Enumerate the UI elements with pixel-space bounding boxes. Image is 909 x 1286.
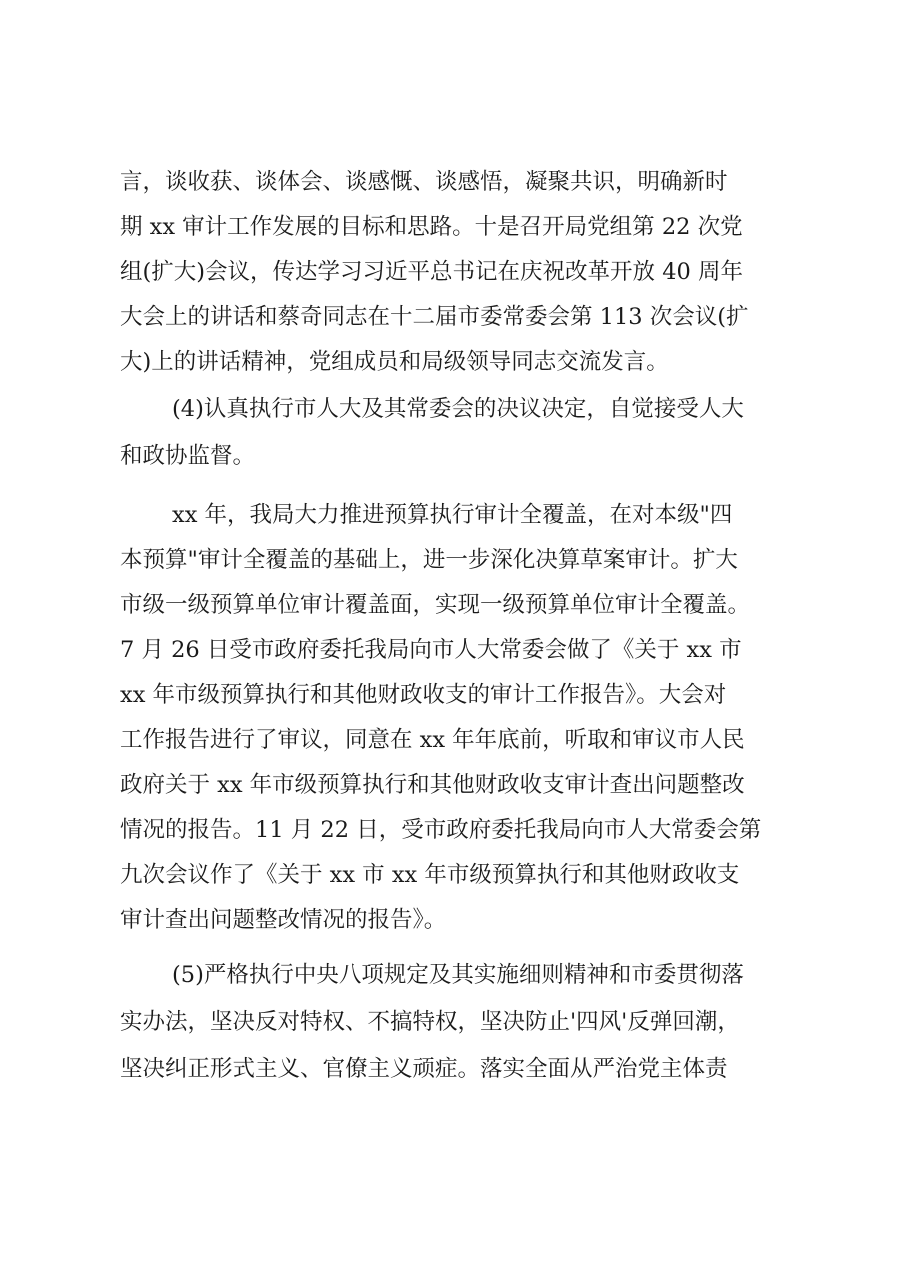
- paragraph-start: xx 年，我局大力推进预算执行审计全覆盖，在对本级"四: [172, 502, 733, 528]
- text-line: 大会上的讲话和蔡奇同志在十二届市委常委会第 113 次会议(扩: [120, 304, 749, 330]
- text-line: 大)上的讲话精神，党组成员和局级领导同志交流发言。: [120, 349, 669, 375]
- text-line: 实办法，坚决反对特权、不搞特权，坚决防止'四风'反弹回潮，: [120, 1009, 740, 1035]
- text-line: 审计查出问题整改情况的报告》。: [120, 907, 447, 933]
- text-line: 市级一级预算单位审计覆盖面，实现一级预算单位审计全覆盖。: [120, 592, 751, 618]
- text-line: 工作报告进行了审议，同意在 xx 年年底前，听取和审议市人民: [120, 727, 745, 753]
- text-line: 坚决纠正形式主义、官僚主义顽症。落实全面从严治党主体责: [120, 1056, 728, 1082]
- text-line: 7 月 26 日受市政府委托我局向市人大常委会做了《关于 xx 市: [120, 637, 742, 663]
- paragraph-heading-5: (5)严格执行中央八项规定及其实施细则精神和市委贯彻落: [172, 962, 744, 988]
- text-line: xx 年市级预算执行和其他财政收支的审计工作报告》。大会对: [120, 682, 727, 708]
- text-line: 情况的报告。11 月 22 日，受市政府委托我局向市人大常委会第: [120, 817, 762, 843]
- text-line: 期 xx 审计工作发展的目标和思路。十是召开局党组第 22 次党: [120, 214, 743, 240]
- paragraph-heading-4: (4)认真执行市人大及其常委会的决议决定，自觉接受人大: [172, 396, 744, 422]
- text-line: 组(扩大)会议，传达学习习近平总书记在庆祝改革开放 40 周年: [120, 259, 743, 285]
- text-line: 和政协监督。: [120, 443, 256, 469]
- text-line: 九次会议作了《关于 xx 市 xx 年市级预算执行和其他财政收支: [120, 862, 740, 888]
- text-line: 言，谈收获、谈体会、谈感慨、谈感悟，凝聚共识，明确新时: [120, 169, 728, 195]
- text-line: 政府关于 xx 年市级预算执行和其他财政收支审计查出问题整改: [120, 772, 745, 798]
- text-line: 本预算"审计全覆盖的基础上，进一步深化决算草案审计。扩大: [120, 547, 738, 573]
